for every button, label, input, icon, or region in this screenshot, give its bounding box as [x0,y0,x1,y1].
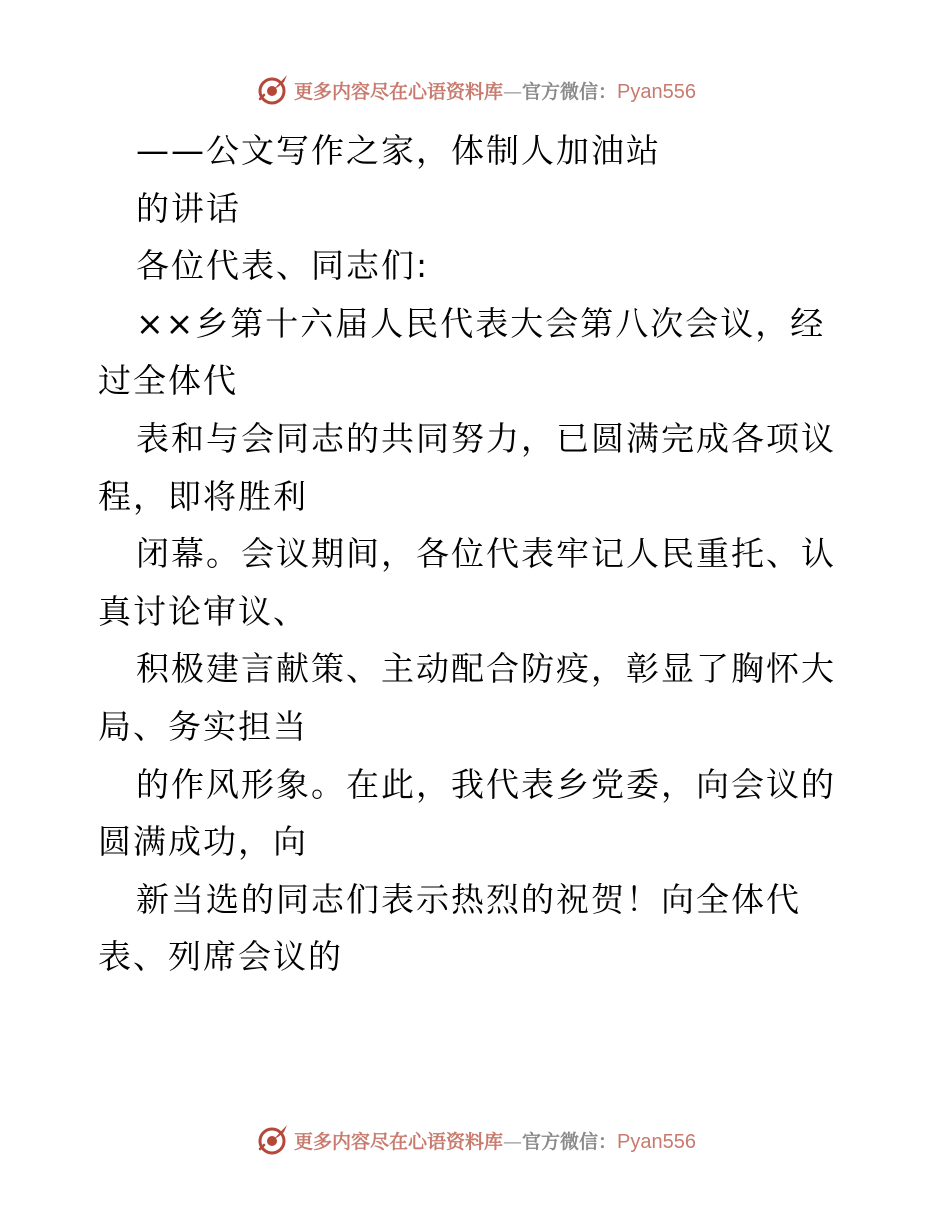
paragraph: 新当选的同志们表示热烈的祝贺！向全体代表、列席会议的 [98,879,801,977]
banner-text [294,77,696,104]
quill-circle-icon [254,1122,290,1158]
banner-brand: 更多内容尽在心语资料库 [294,80,504,103]
banner-brand: 更多内容尽在心语资料库 [294,1130,504,1153]
footer-banner [0,1118,950,1162]
paragraph: 积极建言献策、主动配合防疫，彰显了胸怀大局、务实担当 [98,649,836,746]
banner-dash: — [503,1130,523,1153]
banner-dash: — [503,80,523,103]
banner-wechat-label: 官方微信： [522,80,618,103]
banner-wechat-label: 官方微信： [522,1130,618,1153]
paragraph: ××乡第十六届人民代表大会第八次会议，经过全体代 [98,303,826,401]
paragraph: 的作风形象。在此，我代表乡党委，向会议的圆满成功，向 [98,764,836,862]
banner-text [294,1127,696,1154]
paragraph: 的讲话 [136,188,241,228]
document-body [98,122,858,986]
paragraph: ——公文写作之家，体制人加油站 [136,131,661,170]
header-banner [0,68,950,112]
paragraph: 各位代表、同志们: [136,246,430,286]
banner-wechat-handle: Pyan556 [617,80,696,103]
paragraph: 表和与会同志的共同努力，已圆满完成各项议程，即将胜利 [98,418,836,516]
paragraph: 闭幕。会议期间，各位代表牢记人民重托、认真讨论审议、 [98,534,836,631]
quill-circle-icon [254,72,290,108]
banner-wechat-handle: Pyan556 [617,1130,696,1153]
